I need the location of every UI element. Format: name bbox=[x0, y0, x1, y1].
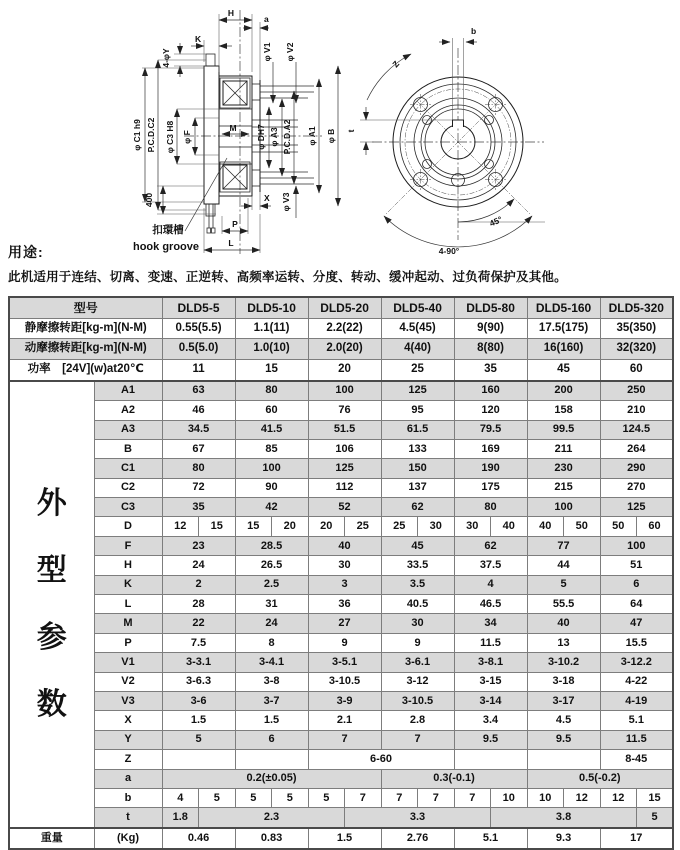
value-cell: 44 bbox=[527, 556, 600, 575]
value-cell bbox=[162, 750, 235, 769]
dim-label-DH7: φ DH7 bbox=[256, 124, 266, 150]
dim-label-b: b bbox=[471, 26, 477, 36]
dim-label-V1: φ V1 bbox=[262, 42, 272, 62]
value-cell: 5 bbox=[272, 788, 309, 807]
table-row bbox=[9, 769, 673, 788]
value-cell: 3-8 bbox=[235, 672, 308, 691]
value-cell: 0.55(5.5) bbox=[162, 318, 235, 339]
value-cell: 46.5 bbox=[454, 595, 527, 614]
row-label-cell: 功率 [24V](w)at20℃ bbox=[9, 360, 162, 381]
row-label-cell: A3 bbox=[94, 420, 162, 439]
value-cell: 0.3(-0.1) bbox=[381, 769, 527, 788]
value-cell: 41.5 bbox=[235, 420, 308, 439]
table-row bbox=[9, 808, 673, 828]
value-cell: 6 bbox=[235, 730, 308, 749]
value-cell: 3-12.2 bbox=[600, 653, 673, 672]
value-cell: 63 bbox=[162, 381, 235, 401]
group-header-cell: 外 型 参 数 bbox=[9, 381, 94, 828]
value-cell: 2.0(20) bbox=[308, 339, 381, 360]
value-cell: 133 bbox=[381, 439, 454, 458]
dim-label-PCDA2: P.C.D.A2 bbox=[282, 119, 292, 155]
dim-label-B: φ B bbox=[326, 128, 336, 144]
value-cell: 1.0(10) bbox=[235, 339, 308, 360]
value-cell: 72 bbox=[162, 478, 235, 497]
value-cell: 7 bbox=[418, 788, 455, 807]
value-cell: 67 bbox=[162, 439, 235, 458]
table-row bbox=[9, 478, 673, 497]
value-cell bbox=[235, 750, 308, 769]
table-row bbox=[9, 633, 673, 652]
value-cell: 25 bbox=[345, 517, 382, 536]
value-cell: 12 bbox=[162, 517, 199, 536]
dim-label-45: 45° bbox=[487, 214, 504, 229]
value-cell: 34 bbox=[454, 614, 527, 633]
row-label-cell: 动摩擦转距[kg-m](N-M) bbox=[9, 339, 162, 360]
value-cell: 4(40) bbox=[381, 339, 454, 360]
value-cell: 15 bbox=[637, 788, 674, 807]
value-cell: 24 bbox=[162, 556, 235, 575]
value-cell: 1.5 bbox=[308, 828, 381, 850]
value-cell: 3-6.1 bbox=[381, 653, 454, 672]
value-cell: 30 bbox=[454, 517, 491, 536]
value-cell: 3-10.5 bbox=[381, 692, 454, 711]
table-row bbox=[9, 614, 673, 633]
value-cell: 35 bbox=[454, 360, 527, 381]
value-cell: 270 bbox=[600, 478, 673, 497]
value-cell: 3-3.1 bbox=[162, 653, 235, 672]
value-cell: 200 bbox=[527, 381, 600, 401]
value-cell: 20 bbox=[308, 360, 381, 381]
dim-label-P: P bbox=[232, 219, 238, 229]
value-cell: 230 bbox=[527, 459, 600, 478]
table-row bbox=[9, 297, 673, 318]
value-cell: 6-60 bbox=[308, 750, 454, 769]
value-cell: 210 bbox=[600, 401, 673, 420]
value-cell: 28.5 bbox=[235, 536, 308, 555]
row-label-cell: L bbox=[94, 595, 162, 614]
value-cell: 17 bbox=[600, 828, 673, 850]
value-cell: 11.5 bbox=[600, 730, 673, 749]
table-row bbox=[9, 401, 673, 420]
value-cell: 46 bbox=[162, 401, 235, 420]
table-row bbox=[9, 788, 673, 807]
value-cell: 5.1 bbox=[600, 711, 673, 730]
value-cell: 3 bbox=[308, 575, 381, 594]
value-cell: 3-5.1 bbox=[308, 653, 381, 672]
hook-groove-label-cn: 扣環槽 bbox=[152, 224, 184, 236]
value-cell: 25 bbox=[381, 360, 454, 381]
model-header-cell: DLD5-320 bbox=[600, 297, 673, 318]
model-header-cell: DLD5-20 bbox=[308, 297, 381, 318]
front-view bbox=[346, 26, 545, 256]
value-cell: 1.8 bbox=[162, 808, 199, 828]
value-cell: 51.5 bbox=[308, 420, 381, 439]
value-cell: 125 bbox=[600, 498, 673, 517]
value-cell: 9.5 bbox=[454, 730, 527, 749]
value-cell: (Kg) bbox=[94, 828, 162, 850]
dim-label-A1: φ A1 bbox=[307, 126, 317, 146]
value-cell: 15 bbox=[235, 517, 272, 536]
value-cell: 11.5 bbox=[454, 633, 527, 652]
value-cell: 190 bbox=[454, 459, 527, 478]
value-cell: 52 bbox=[308, 498, 381, 517]
value-cell: 90 bbox=[235, 478, 308, 497]
value-cell: 9 bbox=[308, 633, 381, 652]
spec-table-wrap bbox=[8, 296, 674, 850]
value-cell: 4-19 bbox=[600, 692, 673, 711]
value-cell: 3-15 bbox=[454, 672, 527, 691]
value-cell: 175 bbox=[454, 478, 527, 497]
value-cell: 3.8 bbox=[491, 808, 637, 828]
row-label-cell: a bbox=[94, 769, 162, 788]
dim-label-C3: φ C3 H8 bbox=[165, 120, 175, 154]
value-cell: 27 bbox=[308, 614, 381, 633]
value-cell: 3-10.5 bbox=[308, 672, 381, 691]
value-cell: 9 bbox=[381, 633, 454, 652]
usage-text: 此机适用于连结、切离、变速、正逆转、高频率运转、分度、转动、缓冲起动、过负荷保护及其他。 bbox=[8, 270, 567, 284]
value-cell: 33.5 bbox=[381, 556, 454, 575]
value-cell: 5 bbox=[527, 575, 600, 594]
value-cell: 30 bbox=[418, 517, 455, 536]
value-cell: 3-6.3 bbox=[162, 672, 235, 691]
value-cell: 50 bbox=[600, 517, 637, 536]
value-cell: 62 bbox=[454, 536, 527, 555]
dim-label-F: φ F bbox=[182, 130, 192, 144]
value-cell: 51 bbox=[600, 556, 673, 575]
value-cell: 3-4.1 bbox=[235, 653, 308, 672]
row-label-cell: K bbox=[94, 575, 162, 594]
row-label-cell: F bbox=[94, 536, 162, 555]
usage-title: 用途: bbox=[8, 244, 44, 260]
value-cell: 2.5 bbox=[235, 575, 308, 594]
table-row bbox=[9, 730, 673, 749]
value-cell: 31 bbox=[235, 595, 308, 614]
value-cell: 3-8.1 bbox=[454, 653, 527, 672]
row-label-cell: 重量 bbox=[9, 828, 94, 850]
row-label-cell: 静摩擦转距[kg-m](N-M) bbox=[9, 318, 162, 339]
value-cell: 8(80) bbox=[454, 339, 527, 360]
value-cell: 1.5 bbox=[235, 711, 308, 730]
value-cell: 30 bbox=[308, 556, 381, 575]
value-cell: 62 bbox=[381, 498, 454, 517]
value-cell: 100 bbox=[235, 459, 308, 478]
value-cell: 60 bbox=[600, 360, 673, 381]
row-label-cell: V3 bbox=[94, 692, 162, 711]
value-cell: 16(160) bbox=[527, 339, 600, 360]
table-row bbox=[9, 536, 673, 555]
table-row bbox=[9, 318, 673, 339]
value-cell: 250 bbox=[600, 381, 673, 401]
dim-label-K: K bbox=[195, 34, 202, 44]
value-cell: 40 bbox=[491, 517, 528, 536]
dim-label-M: M bbox=[229, 123, 237, 133]
value-cell: 45 bbox=[527, 360, 600, 381]
value-cell: 7 bbox=[381, 788, 418, 807]
row-label-cell: Y bbox=[94, 730, 162, 749]
table-row bbox=[9, 517, 673, 536]
row-label-cell: Z bbox=[94, 750, 162, 769]
value-cell: 76 bbox=[308, 401, 381, 420]
value-cell: 7 bbox=[381, 730, 454, 749]
value-cell: 77 bbox=[527, 536, 600, 555]
usage-section bbox=[8, 242, 674, 285]
value-cell: 80 bbox=[162, 459, 235, 478]
value-cell: 60 bbox=[235, 401, 308, 420]
dim-label-PCDC2: P.C.D.C2 bbox=[146, 117, 156, 153]
table-row bbox=[9, 439, 673, 458]
value-cell: 0.46 bbox=[162, 828, 235, 850]
value-cell: 4-22 bbox=[600, 672, 673, 691]
value-cell: 37.5 bbox=[454, 556, 527, 575]
model-header-cell: DLD5-80 bbox=[454, 297, 527, 318]
value-cell: 7 bbox=[454, 788, 491, 807]
value-cell: 15 bbox=[235, 360, 308, 381]
value-cell: 106 bbox=[308, 439, 381, 458]
value-cell: 100 bbox=[527, 498, 600, 517]
value-cell: 3.4 bbox=[454, 711, 527, 730]
hook-groove-label-en: hook groove bbox=[132, 241, 200, 253]
value-cell: 8-45 bbox=[600, 750, 673, 769]
value-cell: 215 bbox=[527, 478, 600, 497]
value-cell: 25 bbox=[381, 517, 418, 536]
dim-label-Z: Z bbox=[390, 58, 402, 70]
dim-label-400: 400 bbox=[144, 192, 154, 208]
value-cell: 36 bbox=[308, 595, 381, 614]
table-row bbox=[9, 420, 673, 439]
row-label-cell: C3 bbox=[94, 498, 162, 517]
value-cell: 0.5(5.0) bbox=[162, 339, 235, 360]
value-cell: 137 bbox=[381, 478, 454, 497]
value-cell: 40 bbox=[527, 517, 564, 536]
value-cell: 40.5 bbox=[381, 595, 454, 614]
model-header-cell: DLD5-160 bbox=[527, 297, 600, 318]
value-cell: 3-7 bbox=[235, 692, 308, 711]
dim-label-C1: φ C1 h9 bbox=[132, 119, 142, 151]
model-row-label: 型号 bbox=[9, 297, 162, 318]
value-cell: 61.5 bbox=[381, 420, 454, 439]
value-cell: 150 bbox=[381, 459, 454, 478]
value-cell: 20 bbox=[308, 517, 345, 536]
value-cell: 4 bbox=[454, 575, 527, 594]
table-row bbox=[9, 381, 673, 401]
dim-label-4Y: 4-φY bbox=[161, 48, 171, 68]
value-cell: 3-18 bbox=[527, 672, 600, 691]
value-cell: 9(90) bbox=[454, 318, 527, 339]
value-cell: 264 bbox=[600, 439, 673, 458]
value-cell: 7 bbox=[345, 788, 382, 807]
value-cell: 12 bbox=[564, 788, 601, 807]
value-cell: 3-10.2 bbox=[527, 653, 600, 672]
value-cell: 35(350) bbox=[600, 318, 673, 339]
value-cell: 22 bbox=[162, 614, 235, 633]
dim-label-490: 4-90° bbox=[438, 246, 460, 256]
value-cell: 28 bbox=[162, 595, 235, 614]
value-cell: 13 bbox=[527, 633, 600, 652]
row-label-cell: X bbox=[94, 711, 162, 730]
value-cell: 64 bbox=[600, 595, 673, 614]
value-cell: 5.1 bbox=[454, 828, 527, 850]
value-cell: 15.5 bbox=[600, 633, 673, 652]
row-label-cell: V1 bbox=[94, 653, 162, 672]
value-cell: 26.5 bbox=[235, 556, 308, 575]
value-cell: 99.5 bbox=[527, 420, 600, 439]
value-cell: 120 bbox=[454, 401, 527, 420]
value-cell: 15 bbox=[199, 517, 236, 536]
value-cell: 160 bbox=[454, 381, 527, 401]
value-cell: 42 bbox=[235, 498, 308, 517]
technical-drawing bbox=[0, 0, 680, 258]
value-cell: 3-14 bbox=[454, 692, 527, 711]
value-cell: 5 bbox=[308, 788, 345, 807]
table-row bbox=[9, 595, 673, 614]
row-label-cell: H bbox=[94, 556, 162, 575]
table-row bbox=[9, 653, 673, 672]
value-cell: 24 bbox=[235, 614, 308, 633]
value-cell: 2 bbox=[162, 575, 235, 594]
value-cell: 3-17 bbox=[527, 692, 600, 711]
value-cell: 2.3 bbox=[199, 808, 345, 828]
value-cell: 112 bbox=[308, 478, 381, 497]
value-cell: 8 bbox=[235, 633, 308, 652]
row-label-cell: P bbox=[94, 633, 162, 652]
value-cell: 100 bbox=[600, 536, 673, 555]
dim-label-L: L bbox=[228, 238, 234, 248]
value-cell: 3-6 bbox=[162, 692, 235, 711]
value-cell: 40 bbox=[527, 614, 600, 633]
value-cell: 125 bbox=[308, 459, 381, 478]
value-cell: 1.1(11) bbox=[235, 318, 308, 339]
value-cell: 47 bbox=[600, 614, 673, 633]
value-cell: 60 bbox=[637, 517, 674, 536]
dim-label-A3: φ A3 bbox=[269, 127, 279, 147]
model-header-cell: DLD5-40 bbox=[381, 297, 454, 318]
value-cell: 1.5 bbox=[162, 711, 235, 730]
row-label-cell: C1 bbox=[94, 459, 162, 478]
value-cell: 4.5(45) bbox=[381, 318, 454, 339]
drawing-svg bbox=[0, 0, 680, 258]
value-cell: 11 bbox=[162, 360, 235, 381]
value-cell: 2.76 bbox=[381, 828, 454, 850]
value-cell: 23 bbox=[162, 536, 235, 555]
value-cell: 12 bbox=[600, 788, 637, 807]
dim-label-V2: φ V2 bbox=[285, 42, 295, 62]
value-cell: 158 bbox=[527, 401, 600, 420]
value-cell: 85 bbox=[235, 439, 308, 458]
value-cell: 2.2(22) bbox=[308, 318, 381, 339]
value-cell: 55.5 bbox=[527, 595, 600, 614]
value-cell: 5 bbox=[637, 808, 674, 828]
table-row bbox=[9, 692, 673, 711]
value-cell: 124.5 bbox=[600, 420, 673, 439]
value-cell: 3.5 bbox=[381, 575, 454, 594]
value-cell: 30 bbox=[381, 614, 454, 633]
value-cell bbox=[454, 750, 527, 769]
value-cell bbox=[527, 750, 600, 769]
table-row bbox=[9, 575, 673, 594]
row-label-cell: M bbox=[94, 614, 162, 633]
value-cell: 50 bbox=[564, 517, 601, 536]
value-cell: 4.5 bbox=[527, 711, 600, 730]
value-cell: 2.8 bbox=[381, 711, 454, 730]
value-cell: 5 bbox=[199, 788, 236, 807]
value-cell: 17.5(175) bbox=[527, 318, 600, 339]
row-label-cell: C2 bbox=[94, 478, 162, 497]
model-header-cell: DLD5-10 bbox=[235, 297, 308, 318]
table-row bbox=[9, 498, 673, 517]
value-cell: 95 bbox=[381, 401, 454, 420]
table-row bbox=[9, 556, 673, 575]
dim-label-a: a bbox=[264, 14, 269, 24]
value-cell: 79.5 bbox=[454, 420, 527, 439]
table-row bbox=[9, 339, 673, 360]
dim-label-X: X bbox=[264, 193, 270, 203]
value-cell: 100 bbox=[308, 381, 381, 401]
value-cell: 4 bbox=[162, 788, 199, 807]
dim-label-V3: φ V3 bbox=[281, 192, 291, 212]
value-cell: 7.5 bbox=[162, 633, 235, 652]
value-cell: 125 bbox=[381, 381, 454, 401]
value-cell: 80 bbox=[454, 498, 527, 517]
row-label-cell: D bbox=[94, 517, 162, 536]
dim-label-t: t bbox=[346, 129, 356, 133]
row-label-cell: t bbox=[94, 808, 162, 828]
value-cell: 3-9 bbox=[308, 692, 381, 711]
model-header-cell: DLD5-5 bbox=[162, 297, 235, 318]
value-cell: 211 bbox=[527, 439, 600, 458]
value-cell: 5 bbox=[162, 730, 235, 749]
row-label-cell: B bbox=[94, 439, 162, 458]
value-cell: 0.83 bbox=[235, 828, 308, 850]
value-cell: 3.3 bbox=[345, 808, 491, 828]
value-cell: 35 bbox=[162, 498, 235, 517]
spec-table-body bbox=[9, 297, 673, 849]
value-cell: 9.5 bbox=[527, 730, 600, 749]
table-row bbox=[9, 459, 673, 478]
section-view bbox=[132, 8, 338, 254]
table-row bbox=[9, 711, 673, 730]
value-cell: 0.5(-0.2) bbox=[527, 769, 673, 788]
spec-table bbox=[8, 296, 674, 850]
value-cell: 3-12 bbox=[381, 672, 454, 691]
value-cell: A1 bbox=[94, 381, 162, 401]
table-row bbox=[9, 672, 673, 691]
row-label-cell: V2 bbox=[94, 672, 162, 691]
value-cell: 32(320) bbox=[600, 339, 673, 360]
value-cell: 10 bbox=[491, 788, 528, 807]
value-cell: 7 bbox=[308, 730, 381, 749]
value-cell: 34.5 bbox=[162, 420, 235, 439]
row-label-cell: b bbox=[94, 788, 162, 807]
value-cell: 5 bbox=[235, 788, 272, 807]
value-cell: 2.1 bbox=[308, 711, 381, 730]
value-cell: 9.3 bbox=[527, 828, 600, 850]
value-cell: 40 bbox=[308, 536, 381, 555]
value-cell: 80 bbox=[235, 381, 308, 401]
table-row bbox=[9, 750, 673, 769]
value-cell: 20 bbox=[272, 517, 309, 536]
value-cell: 6 bbox=[600, 575, 673, 594]
table-row bbox=[9, 360, 673, 381]
value-cell: 169 bbox=[454, 439, 527, 458]
row-label-cell: A2 bbox=[94, 401, 162, 420]
value-cell: 0.2(±0.05) bbox=[162, 769, 381, 788]
table-row bbox=[9, 828, 673, 850]
value-cell: 290 bbox=[600, 459, 673, 478]
value-cell: 10 bbox=[527, 788, 564, 807]
value-cell: 45 bbox=[381, 536, 454, 555]
dim-label-H: H bbox=[227, 8, 235, 18]
